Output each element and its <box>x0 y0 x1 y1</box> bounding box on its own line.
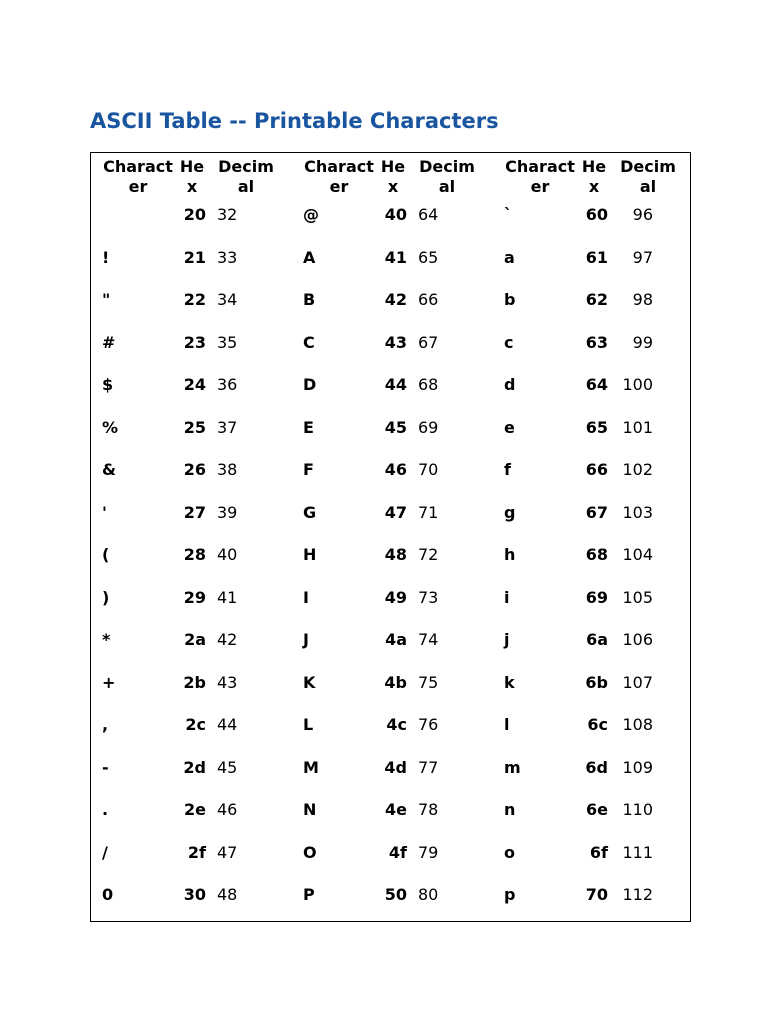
character-cell: # <box>102 332 116 352</box>
hex-cell: 67 <box>585 502 608 522</box>
character-cell: d <box>504 375 516 394</box>
character-cell: i <box>504 587 510 607</box>
table-header <box>91 157 690 199</box>
character-cell: C <box>303 332 315 352</box>
character-cell: $ <box>102 375 114 394</box>
hex-cell: 6a <box>586 630 608 649</box>
hex-cell: 50 <box>384 885 407 904</box>
decimal-cell: 71 <box>418 502 439 522</box>
hex-cell: 6c <box>587 715 608 734</box>
decimal-cell: 69 <box>418 417 439 437</box>
hex-cell: 2b <box>183 672 206 692</box>
decimal-cell: 37 <box>217 417 238 437</box>
character-cell: A <box>303 247 316 267</box>
decimal-cell: 43 <box>217 672 238 692</box>
hex-cell: 2c <box>185 715 206 734</box>
character-cell: + <box>102 672 116 692</box>
character-cell: g <box>504 502 516 522</box>
hex-cell: 40 <box>384 205 407 224</box>
decimal-cell: 106 <box>622 630 653 649</box>
hex-cell: 20 <box>183 205 206 224</box>
table-row <box>91 624 690 666</box>
character-cell: j <box>504 630 510 649</box>
decimal-cell: 104 <box>622 545 653 564</box>
decimal-cell: 44 <box>217 715 238 734</box>
hex-cell: 6d <box>585 757 608 777</box>
decimal-cell: 111 <box>622 842 653 862</box>
hex-cell: 4b <box>384 672 407 692</box>
character-cell: o <box>504 842 515 862</box>
header-character: Charact er <box>103 157 173 196</box>
hex-cell: 46 <box>384 460 407 479</box>
hex-cell: 61 <box>585 247 608 267</box>
hex-cell: 2d <box>183 757 206 777</box>
character-cell: E <box>303 417 314 437</box>
character-cell: k <box>504 672 515 692</box>
character-cell: , <box>102 715 109 734</box>
decimal-cell: 74 <box>418 630 439 649</box>
page-title: ASCII Table -- Printable Characters <box>90 109 499 133</box>
decimal-cell: 35 <box>217 332 238 352</box>
character-cell: D <box>303 375 317 394</box>
table-row <box>91 837 690 879</box>
character-cell: ` <box>504 205 512 224</box>
hex-cell: 47 <box>384 502 407 522</box>
table-row <box>91 752 690 794</box>
character-cell: N <box>303 800 317 819</box>
character-cell: ) <box>102 587 110 607</box>
hex-cell: 69 <box>585 587 608 607</box>
decimal-cell: 75 <box>418 672 439 692</box>
hex-cell: 70 <box>585 885 608 904</box>
table-row <box>91 667 690 709</box>
decimal-cell: 45 <box>217 757 238 777</box>
character-cell: f <box>504 460 511 479</box>
character-cell: I <box>303 587 309 607</box>
hex-cell: 27 <box>183 502 206 522</box>
ascii-table <box>90 152 691 922</box>
table-row <box>91 709 690 751</box>
decimal-cell: 97 <box>632 247 653 267</box>
decimal-cell: 46 <box>217 800 238 819</box>
hex-cell: 4a <box>385 630 407 649</box>
character-cell: b <box>504 290 516 309</box>
decimal-cell: 47 <box>217 842 238 862</box>
character-cell: e <box>504 417 515 437</box>
decimal-cell: 64 <box>418 205 439 224</box>
header-decimal: Decim al <box>419 157 475 196</box>
decimal-cell: 107 <box>622 672 653 692</box>
table-row <box>91 242 690 284</box>
character-cell: P <box>303 885 315 904</box>
character-cell: O <box>303 842 317 862</box>
header-character: Charact er <box>505 157 575 196</box>
character-cell: - <box>102 757 109 777</box>
header-hex: He x <box>380 157 406 196</box>
hex-cell: 2f <box>187 842 206 862</box>
decimal-cell: 34 <box>217 290 238 309</box>
header-decimal: Decim al <box>620 157 676 196</box>
header-hex: He x <box>179 157 205 196</box>
table-row <box>91 199 690 241</box>
hex-cell: 42 <box>384 290 407 309</box>
decimal-cell: 109 <box>622 757 653 777</box>
decimal-cell: 33 <box>217 247 238 267</box>
character-cell: @ <box>303 205 319 224</box>
character-cell: h <box>504 545 516 564</box>
character-cell: n <box>504 800 516 819</box>
hex-cell: 44 <box>384 375 407 394</box>
hex-cell: 60 <box>585 205 608 224</box>
table-row <box>91 369 690 411</box>
decimal-cell: 112 <box>622 885 653 904</box>
character-cell: K <box>303 672 316 692</box>
hex-cell: 24 <box>183 375 206 394</box>
decimal-cell: 65 <box>418 247 439 267</box>
hex-cell: 63 <box>585 332 608 352</box>
decimal-cell: 110 <box>622 800 653 819</box>
decimal-cell: 68 <box>418 375 439 394</box>
character-cell: " <box>102 290 111 309</box>
character-cell: J <box>303 630 309 649</box>
decimal-cell: 42 <box>217 630 238 649</box>
character-cell: M <box>303 757 319 777</box>
hex-cell: 4c <box>386 715 407 734</box>
hex-cell: 62 <box>585 290 608 309</box>
table-row <box>91 497 690 539</box>
table-row <box>91 284 690 326</box>
hex-cell: 30 <box>183 885 206 904</box>
hex-cell: 21 <box>183 247 206 267</box>
hex-cell: 6f <box>589 842 608 862</box>
character-cell: / <box>102 842 108 862</box>
decimal-cell: 66 <box>418 290 439 309</box>
character-cell: a <box>504 247 515 267</box>
character-cell: ( <box>102 545 110 564</box>
header-character: Charact er <box>304 157 374 196</box>
character-cell: ! <box>102 247 110 267</box>
decimal-cell: 38 <box>217 460 238 479</box>
decimal-cell: 67 <box>418 332 439 352</box>
decimal-cell: 72 <box>418 545 439 564</box>
decimal-cell: 98 <box>632 290 653 309</box>
character-cell: p <box>504 885 516 904</box>
decimal-cell: 48 <box>217 885 238 904</box>
character-cell: H <box>303 545 317 564</box>
character-cell: l <box>504 715 510 734</box>
hex-cell: 26 <box>183 460 206 479</box>
character-cell: * <box>102 630 111 649</box>
hex-cell: 6e <box>586 800 608 819</box>
decimal-cell: 96 <box>632 205 653 224</box>
decimal-cell: 78 <box>418 800 439 819</box>
decimal-cell: 102 <box>622 460 653 479</box>
character-cell: c <box>504 332 514 352</box>
character-cell: F <box>303 460 314 479</box>
hex-cell: 64 <box>585 375 608 394</box>
character-cell: L <box>303 715 314 734</box>
character-cell: & <box>102 460 116 479</box>
hex-cell: 49 <box>384 587 407 607</box>
table-row <box>91 539 690 581</box>
hex-cell: 29 <box>183 587 206 607</box>
header-decimal: Decim al <box>218 157 274 196</box>
decimal-cell: 40 <box>217 545 238 564</box>
decimal-cell: 105 <box>622 587 653 607</box>
hex-cell: 25 <box>183 417 206 437</box>
decimal-cell: 80 <box>418 885 439 904</box>
hex-cell: 68 <box>585 545 608 564</box>
hex-cell: 2a <box>184 630 206 649</box>
hex-cell: 4f <box>388 842 407 862</box>
character-cell: B <box>303 290 316 309</box>
hex-cell: 4d <box>384 757 407 777</box>
decimal-cell: 73 <box>418 587 439 607</box>
table-row <box>91 327 690 369</box>
character-cell: . <box>102 800 109 819</box>
table-row <box>91 412 690 454</box>
decimal-cell: 36 <box>217 375 238 394</box>
table-row <box>91 582 690 624</box>
decimal-cell: 41 <box>217 587 238 607</box>
hex-cell: 22 <box>183 290 206 309</box>
hex-cell: 48 <box>384 545 407 564</box>
hex-cell: 65 <box>585 417 608 437</box>
table-row <box>91 454 690 496</box>
decimal-cell: 70 <box>418 460 439 479</box>
decimal-cell: 99 <box>632 332 653 352</box>
character-cell: ' <box>102 502 107 522</box>
table-row <box>91 794 690 836</box>
hex-cell: 2e <box>184 800 206 819</box>
hex-cell: 43 <box>384 332 407 352</box>
decimal-cell: 76 <box>418 715 439 734</box>
character-cell: % <box>102 417 119 437</box>
table-row <box>91 879 690 921</box>
hex-cell: 4e <box>385 800 407 819</box>
character-cell: m <box>504 757 521 777</box>
decimal-cell: 103 <box>622 502 653 522</box>
header-hex: He x <box>581 157 607 196</box>
character-cell: 0 <box>102 885 114 904</box>
hex-cell: 45 <box>384 417 407 437</box>
decimal-cell: 39 <box>217 502 238 522</box>
decimal-cell: 100 <box>622 375 653 394</box>
decimal-cell: 32 <box>217 205 238 224</box>
decimal-cell: 79 <box>418 842 439 862</box>
decimal-cell: 108 <box>622 715 653 734</box>
hex-cell: 41 <box>384 247 407 267</box>
hex-cell: 23 <box>183 332 206 352</box>
hex-cell: 6b <box>585 672 608 692</box>
decimal-cell: 101 <box>622 417 653 437</box>
hex-cell: 66 <box>585 460 608 479</box>
decimal-cell: 77 <box>418 757 439 777</box>
character-cell: G <box>303 502 317 522</box>
hex-cell: 28 <box>183 545 206 564</box>
